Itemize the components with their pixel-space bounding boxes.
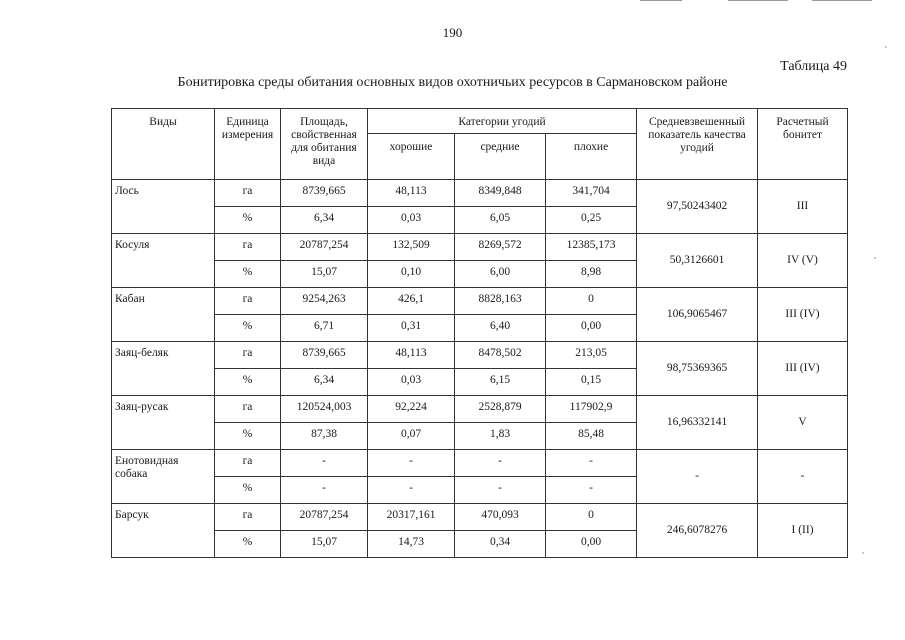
cell-pct-medium: 6,00 — [455, 261, 546, 288]
bonitet-value: III (IV) — [758, 342, 848, 396]
bonitet-value: - — [758, 450, 848, 504]
header-weighted: Средневзвешенный показатель качества угодий — [637, 109, 758, 180]
cell-pct-unit: % — [215, 531, 281, 558]
cell-pct-medium: 1,83 — [455, 423, 546, 450]
cell-ha-unit: га — [215, 342, 281, 369]
cell-ha-area: 9254,263 — [281, 288, 368, 315]
cell-pct-good: 0,31 — [368, 315, 455, 342]
cell-pct-area: 6,71 — [281, 315, 368, 342]
species-name: Лось — [112, 180, 215, 234]
weighted-value: 16,96332141 — [637, 396, 758, 450]
cell-ha-unit: га — [215, 450, 281, 477]
cell-pct-bad: 0,00 — [546, 531, 637, 558]
header-good: хорошие — [368, 134, 455, 180]
bonitet-value: V — [758, 396, 848, 450]
cell-ha-medium: 470,093 — [455, 504, 546, 531]
table-row — [112, 342, 848, 369]
cell-ha-area: 8739,665 — [281, 180, 368, 207]
cell-ha-unit: га — [215, 396, 281, 423]
table-label: Таблица 49 — [780, 59, 847, 74]
cell-pct-bad: 0,15 — [546, 369, 637, 396]
cell-pct-bad: 0,25 — [546, 207, 637, 234]
cell-ha-bad: 0 — [546, 504, 637, 531]
cell-ha-bad: 341,704 — [546, 180, 637, 207]
bonitet-table — [111, 108, 848, 558]
header-species: Виды — [112, 109, 215, 180]
cell-pct-unit: % — [215, 261, 281, 288]
cell-ha-medium: 8828,163 — [455, 288, 546, 315]
header-area: Площадь, свойственная для обитания вида — [281, 109, 368, 180]
cell-ha-medium: - — [455, 450, 546, 477]
weighted-value: 50,3126601 — [637, 234, 758, 288]
weighted-value: 106,9065467 — [637, 288, 758, 342]
cell-ha-good: 20317,161 — [368, 504, 455, 531]
cell-ha-good: 92,224 — [368, 396, 455, 423]
cell-ha-area: 8739,665 — [281, 342, 368, 369]
cell-ha-bad: 12385,173 — [546, 234, 637, 261]
cell-ha-area: 120524,003 — [281, 396, 368, 423]
cell-pct-area: 6,34 — [281, 369, 368, 396]
cell-pct-medium: 6,40 — [455, 315, 546, 342]
cell-pct-good: 0,03 — [368, 207, 455, 234]
cell-ha-bad: - — [546, 450, 637, 477]
cell-ha-good: 426,1 — [368, 288, 455, 315]
table-row — [112, 504, 848, 531]
table-row — [112, 180, 848, 207]
scan-speck — [885, 46, 887, 48]
table-row — [112, 234, 848, 261]
scan-edge-line-2 — [728, 0, 788, 1]
scan-edge-line-1 — [640, 0, 682, 1]
cell-pct-good: 0,10 — [368, 261, 455, 288]
cell-pct-bad: 85,48 — [546, 423, 637, 450]
species-name: Енотовидная собака — [112, 450, 215, 504]
cell-pct-medium: 6,05 — [455, 207, 546, 234]
bonitet-value: IV (V) — [758, 234, 848, 288]
header-medium: средние — [455, 134, 546, 180]
cell-pct-unit: % — [215, 315, 281, 342]
header-bonitet: Расчетный бонитет — [758, 109, 848, 180]
bonitet-value: I (II) — [758, 504, 848, 558]
cell-ha-unit: га — [215, 288, 281, 315]
bonitet-value: III (IV) — [758, 288, 848, 342]
cell-pct-area: 15,07 — [281, 531, 368, 558]
cell-ha-good: 48,113 — [368, 342, 455, 369]
header-unit: Единица измерения — [215, 109, 281, 180]
cell-ha-medium: 2528,879 — [455, 396, 546, 423]
table-row — [112, 288, 848, 315]
cell-pct-bad: 8,98 — [546, 261, 637, 288]
cell-ha-good: 48,113 — [368, 180, 455, 207]
cell-ha-bad: 0 — [546, 288, 637, 315]
cell-pct-unit: % — [215, 369, 281, 396]
cell-ha-good: - — [368, 450, 455, 477]
cell-ha-unit: га — [215, 234, 281, 261]
cell-ha-area: 20787,254 — [281, 234, 368, 261]
cell-pct-good: - — [368, 477, 455, 504]
cell-pct-medium: - — [455, 477, 546, 504]
cell-ha-medium: 8269,572 — [455, 234, 546, 261]
bonitet-value: III — [758, 180, 848, 234]
cell-ha-good: 132,509 — [368, 234, 455, 261]
species-name: Заяц-беляк — [112, 342, 215, 396]
cell-pct-area: 87,38 — [281, 423, 368, 450]
species-name: Косуля — [112, 234, 215, 288]
cell-ha-area: - — [281, 450, 368, 477]
page-number: 190 — [442, 25, 463, 40]
cell-pct-good: 0,07 — [368, 423, 455, 450]
document-title: Бонитировка среды обитания основных видов охотничьих ресурсов в Сармановском районе — [177, 75, 728, 90]
cell-pct-area: 15,07 — [281, 261, 368, 288]
cell-pct-unit: % — [215, 207, 281, 234]
weighted-value: 98,75369365 — [637, 342, 758, 396]
cell-pct-bad: - — [546, 477, 637, 504]
header-bad: плохие — [546, 134, 637, 180]
cell-pct-unit: % — [215, 477, 281, 504]
species-name: Заяц-русак — [112, 396, 215, 450]
cell-pct-good: 14,73 — [368, 531, 455, 558]
cell-ha-medium: 8478,502 — [455, 342, 546, 369]
table-row — [112, 450, 848, 477]
species-name: Кабан — [112, 288, 215, 342]
cell-ha-area: 20787,254 — [281, 504, 368, 531]
species-name: Барсук — [112, 504, 215, 558]
weighted-value: 246,6078276 — [637, 504, 758, 558]
cell-pct-unit: % — [215, 423, 281, 450]
cell-ha-bad: 213,05 — [546, 342, 637, 369]
cell-ha-medium: 8349,848 — [455, 180, 546, 207]
cell-ha-unit: га — [215, 180, 281, 207]
scan-edge-line-3 — [812, 0, 872, 1]
weighted-value: - — [637, 450, 758, 504]
scan-speck — [862, 552, 864, 554]
cell-ha-bad: 117902,9 — [546, 396, 637, 423]
header-categories: Категории угодий — [368, 109, 637, 134]
weighted-value: 97,50243402 — [637, 180, 758, 234]
cell-pct-medium: 6,15 — [455, 369, 546, 396]
cell-pct-area: - — [281, 477, 368, 504]
cell-pct-area: 6,34 — [281, 207, 368, 234]
cell-pct-good: 0,03 — [368, 369, 455, 396]
scan-speck — [874, 257, 876, 259]
cell-pct-medium: 0,34 — [455, 531, 546, 558]
table-row — [112, 396, 848, 423]
cell-ha-unit: га — [215, 504, 281, 531]
cell-pct-bad: 0,00 — [546, 315, 637, 342]
